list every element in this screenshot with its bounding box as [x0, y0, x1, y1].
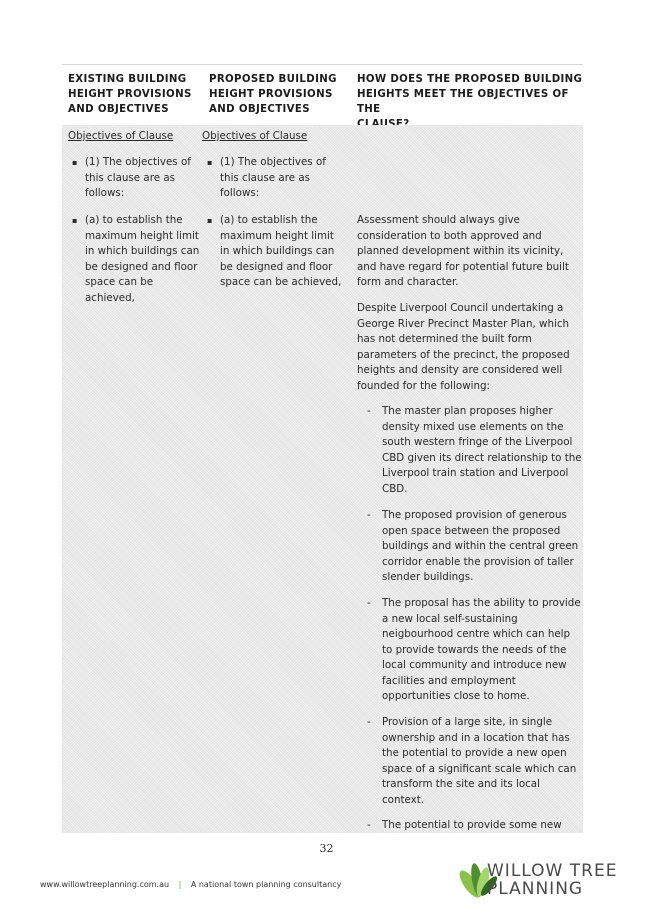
col3-paragraph-1: Assessment should always give consideration to both approved and planned development within its vicinity, and have regard for potential future built form and character.: [357, 214, 569, 288]
logo-line-1: WILLOW TREE: [487, 861, 618, 881]
col3-point-4: - Provision of a large site, in single ownership and in a location that has the potential to provide a new open space of a significant scale which can transform the site and its local context.: [367, 716, 577, 806]
table-header-row: [62, 65, 583, 125]
col3-point-1: - The master plan proposes higher density mixed use elements on the south western fringe of the Liverpool CBD given its direct relationship to the Liverpool train station and Liverpool CBD.: [367, 405, 582, 495]
col3-point-5: - The potential to provide some new: [367, 819, 562, 831]
header-existing: EXISTING BUILDING HEIGHT PROVISIONS AND OBJECTIVES: [68, 74, 192, 115]
col3-paragraph-2: Despite Liverpool Council undertaking a George River Precinct Master Plan, which has not determined the built form parameters of the precinct, the proposed heights and density are considered well founded for the following:: [357, 302, 570, 392]
col2-item-1: ▪ (1) The objectives of this clause are as follows:: [207, 156, 326, 199]
col2-subheading: Objectives of Clause: [202, 130, 308, 142]
footer-website-link[interactable]: www.willowtreeplanning.com.au: [40, 880, 170, 889]
header-proposed: PROPOSED BUILDING HEIGHT PROVISIONS AND OBJECTIVES: [209, 74, 337, 115]
table-body: [62, 125, 583, 833]
col3-point-3: - The proposal has the ability to provide a new local self-sustaining neigbourhood centre which can help to provide towards the needs of the local community and introduce new facilities and employment opportunities close to home.: [367, 597, 581, 702]
col1-item-1: ▪ (1) The objectives of this clause are as follows:: [72, 156, 191, 199]
footer: [40, 880, 341, 889]
header-assessment: HOW DOES THE PROPOSED BUILDING HEIGHTS MEET THE OBJECTIVES OF THE: [357, 74, 583, 115]
page-number: 32: [319, 842, 334, 855]
height-provisions-table: [62, 64, 583, 833]
footer-separator: |: [178, 880, 182, 889]
logo-line-2: PLANNING: [487, 879, 584, 899]
col3-point-2: - The proposed provision of generous open space between the proposed buildings and within the central green corridor enable the provision of taller slender buildings.: [367, 509, 579, 583]
col1-item-2: ▪ (a) to establish the maximum height limit in which buildings can be designed and floor space can be achieved,: [72, 214, 200, 304]
col2-item-2: ▪ (a) to establish the maximum height limit in which buildings can be designed and floor space can be achieved,: [207, 214, 342, 288]
col1-subheading: Objectives of Clause: [68, 130, 174, 142]
footer-tagline: A national town planning consultancy: [190, 880, 342, 889]
